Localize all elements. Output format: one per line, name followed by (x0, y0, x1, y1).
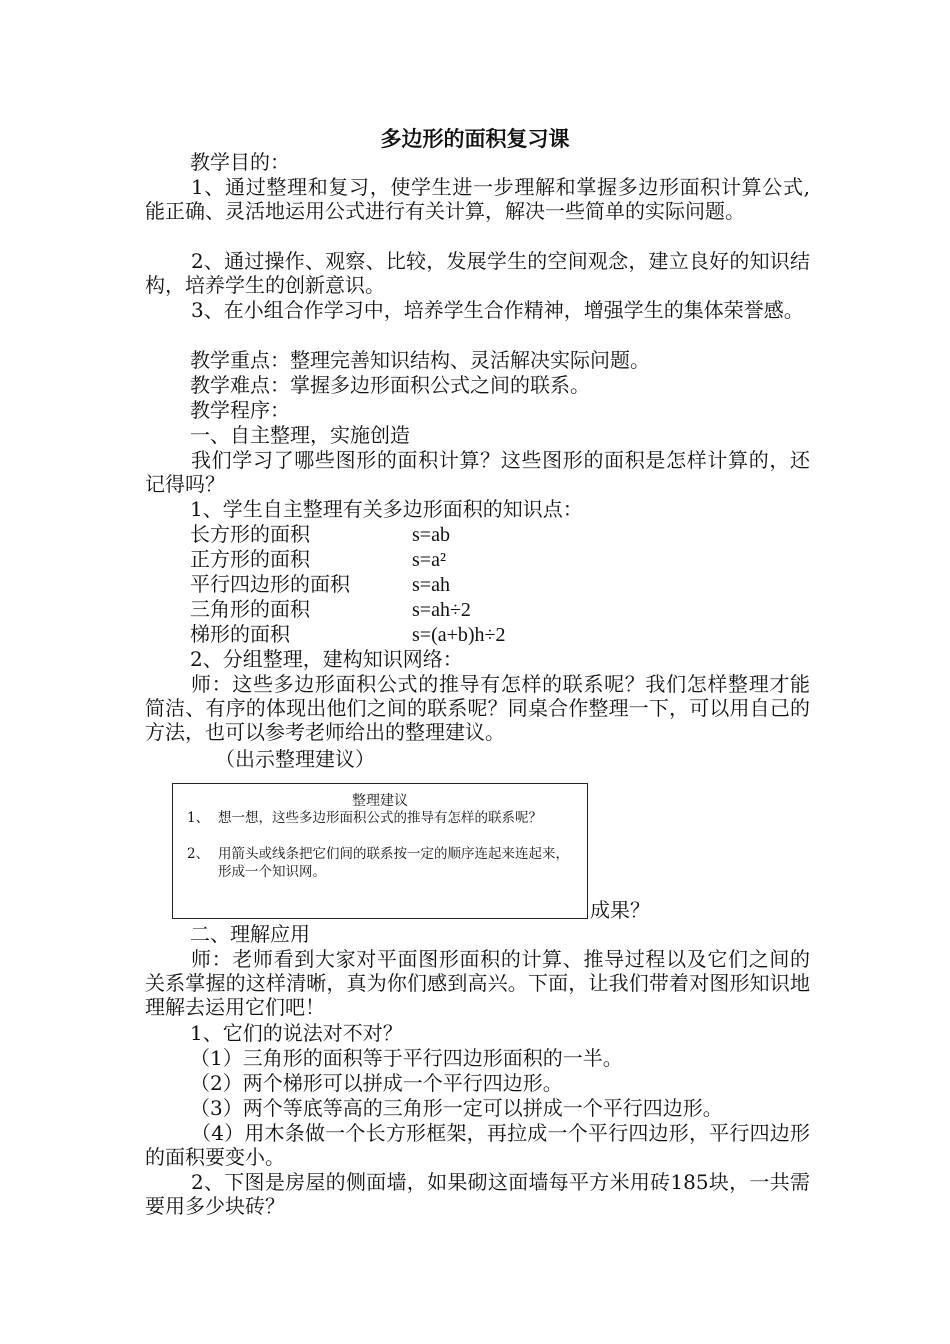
exercise-2-paragraph: 2、下图是房屋的侧面墙，如果砌这面墙每平方米用砖185块，一共需要用多少块砖？ (145, 1170, 810, 1218)
exercise-1-heading: 1、它们的说法对不对？ (190, 1021, 403, 1045)
suggestion-text: 用箭头或线条把它们间的联系按一定的顺序连起来连起来，形成一个知识网。 (218, 846, 569, 880)
exercise-item: （3）两个等底等高的三角形一定可以拼成一个平行四边形。 (190, 1096, 723, 1120)
formula-expression: s=ah÷2 (412, 599, 471, 621)
step-1-line: 1、学生自主整理有关多边形面积的知识点： (190, 497, 583, 521)
formula-expression: s=a² (412, 549, 446, 571)
formula-name: 长方形的面积 (190, 522, 310, 546)
formula-row (190, 572, 450, 597)
formula-expression: s=(a+b)h÷2 (412, 624, 506, 646)
procedure-heading: 教学程序： (190, 398, 290, 422)
formula-row (190, 622, 506, 647)
suggestion-number: 2、 (187, 846, 210, 862)
suggestion-number: 1、 (187, 810, 210, 826)
suggestion-item (187, 845, 579, 881)
teacher-praise-paragraph: 师：老师看到大家对平面图形面积的计算、推导过程以及它们之间的关系掌握的这样清晰，真为你们感到高兴。下面，让我们带着对图形知识地理解去运用它们吧！ (145, 947, 810, 1019)
goal-1-paragraph: 1、通过整理和复习，使学生进一步理解和掌握多边形面积计算公式,能正确、灵活地运用公式进行有关计算，解决一些简单的实际问题。 (145, 175, 810, 223)
key-points-line: 教学重点：整理完善知识结构、灵活解决实际问题。 (190, 348, 650, 372)
section-2-heading: 二、理解应用 (190, 922, 310, 946)
formula-name: 三角形的面积 (190, 597, 310, 621)
section-1-question: 我们学习了哪些图形的面积计算？这些图形的面积是怎样计算的，还记得吗？ (145, 448, 810, 496)
suggestion-box (172, 783, 588, 919)
formula-expression: s=ab (412, 524, 450, 546)
goal-3-paragraph: 3、在小组合作学习中，培养学生合作精神，增强学生的集体荣誉感。 (191, 298, 804, 322)
formula-row (190, 547, 446, 572)
step-2-line: 2、分组整理，建构知识网络： (190, 647, 463, 671)
formula-name: 平行四边形的面积 (190, 572, 350, 596)
exercise-item: （1）三角形的面积等于平行四边形面积的一半。 (190, 1046, 623, 1070)
formula-expression: s=ah (412, 574, 450, 596)
suggestion-box-title: 整理建议 (352, 793, 408, 809)
teaching-goals-heading: 教学目的： (190, 150, 290, 174)
formula-name: 梯形的面积 (190, 622, 290, 646)
teacher-prompt-paragraph: 师：这些多边形面积公式的推导有怎样的联系呢？我们怎样整理才能简洁、有序的体现出他们之间的联系呢？同桌合作整理一下，可以用自己的方法，也可以参考老师给出的整理建议。 (145, 672, 810, 744)
goal-2-paragraph: 2、通过操作、观察、比较，发展学生的空间观念，建立良好的知识结构，培养学生的创新意识。 (145, 249, 810, 297)
formula-row (190, 597, 471, 622)
formula-name: 正方形的面积 (190, 547, 310, 571)
section-1-heading: 一、自主整理，实施创造 (190, 423, 410, 447)
show-suggestion-line: （出示整理建议） (215, 747, 375, 771)
results-text: 成果？ (590, 898, 650, 922)
suggestion-text: 想一想，这些多边形面积公式的推导有怎样的联系呢？ (218, 810, 542, 826)
formula-row (190, 522, 450, 547)
suggestion-item (187, 809, 579, 827)
exercise-item: （4）用木条做一个长方形框架，再拉成一个平行四边形，平行四边形的面积要变小。 (145, 1121, 810, 1169)
difficulties-line: 教学难点：掌握多边形面积公式之间的联系。 (190, 373, 590, 397)
exercise-item: （2）两个梯形可以拼成一个平行四边形。 (190, 1071, 563, 1095)
document-title: 多边形的面积复习课 (380, 126, 570, 151)
